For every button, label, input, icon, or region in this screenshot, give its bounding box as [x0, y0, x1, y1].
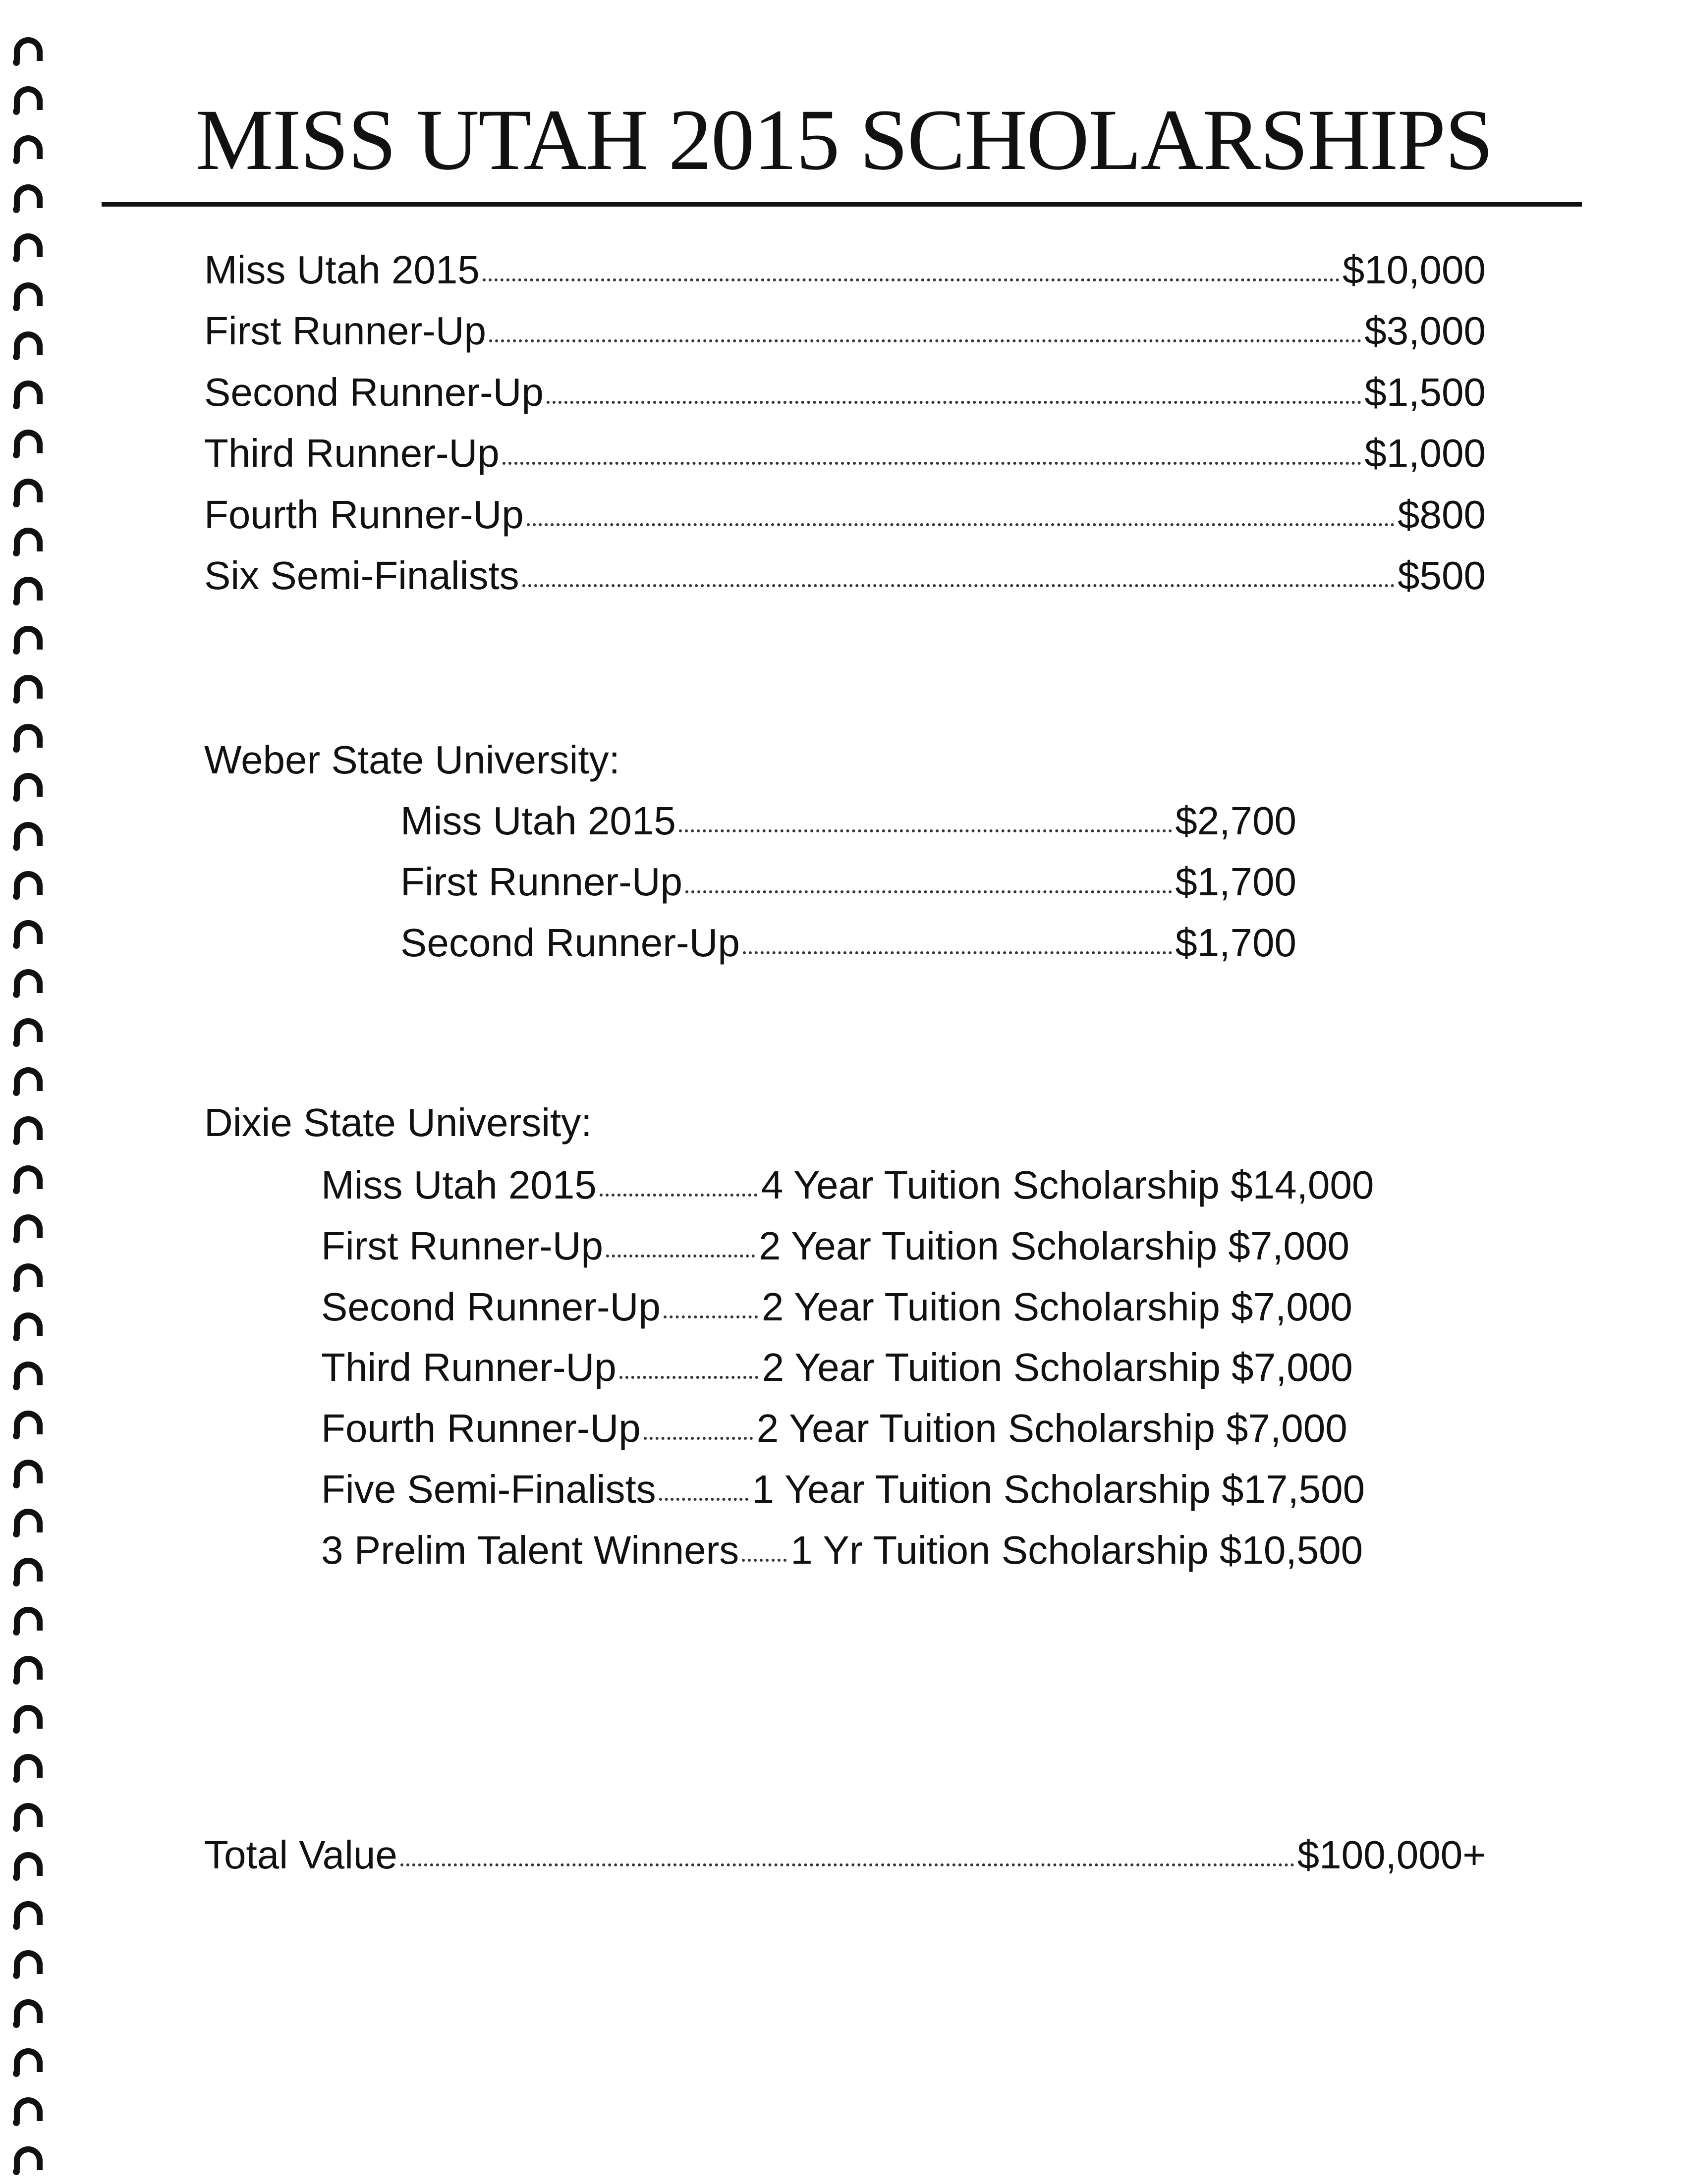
dot-leader — [679, 829, 1172, 832]
binding-ring — [14, 528, 43, 551]
award-label: 3 Prelim Talent Winners — [321, 1528, 739, 1572]
award-row — [204, 311, 1486, 351]
award-row — [204, 370, 1486, 414]
binding-ring — [14, 233, 43, 257]
binding-ring — [14, 1999, 43, 2023]
weber-heading: Weber State University: — [204, 738, 620, 782]
total-label: Total Value — [204, 1833, 397, 1877]
binding-ring — [14, 822, 43, 846]
dot-leader — [644, 1437, 753, 1440]
binding-ring — [14, 1263, 43, 1287]
title-underline — [102, 202, 1582, 207]
award-amount: $500 — [1398, 553, 1486, 598]
award-label: First Runner-Up — [400, 860, 683, 904]
binding-ring — [14, 1901, 43, 1925]
award-label: Fourth Runner-Up — [204, 492, 524, 537]
binding-ring — [14, 1214, 43, 1238]
award-label: Second Runner-Up — [204, 370, 544, 414]
award-amount: $2,700 — [1175, 799, 1296, 843]
dot-leader — [547, 401, 1361, 404]
award-label: Second Runner-Up — [321, 1285, 661, 1329]
dot-leader — [606, 1255, 755, 1257]
award-label: First Runner-Up — [204, 309, 487, 353]
binding-ring — [14, 1558, 43, 1582]
binding-ring — [14, 430, 43, 453]
award-amount: $1,000 — [1364, 431, 1486, 475]
binding-ring — [14, 1460, 43, 1483]
award-row — [204, 492, 1486, 537]
binding-ring — [14, 2097, 43, 2121]
dot-leader — [685, 890, 1172, 893]
binding-ring — [14, 626, 43, 650]
dixie-award-row — [321, 1287, 1352, 1327]
dot-leader — [489, 339, 1361, 342]
binding-ring — [14, 2048, 43, 2072]
award-label: Third Runner-Up — [321, 1345, 617, 1389]
award-amount: $1,700 — [1175, 921, 1296, 965]
binding-ring — [14, 1803, 43, 1827]
award-label: Fourth Runner-Up — [321, 1406, 641, 1450]
award-label: Miss Utah 2015 — [321, 1163, 597, 1207]
award-amount: $1,700 — [1175, 860, 1296, 904]
binding-ring — [14, 184, 43, 208]
award-amount: $3,000 — [1364, 309, 1486, 353]
dot-leader — [743, 951, 1172, 954]
binding-ring — [14, 135, 43, 159]
page-title: MISS UTAH 2015 SCHOLARSHIPS — [196, 92, 1493, 188]
award-label: Miss Utah 2015 — [204, 248, 480, 292]
dot-leader — [742, 1559, 786, 1562]
weber-award-row — [400, 801, 1296, 841]
dot-leader — [600, 1194, 757, 1197]
dixie-award-row — [321, 1226, 1349, 1266]
binding-ring — [14, 1116, 43, 1140]
binding-ring — [14, 2146, 43, 2170]
award-amount: $800 — [1398, 492, 1486, 537]
binding-ring — [14, 282, 43, 306]
award-row — [204, 250, 1486, 290]
binding-ring — [14, 675, 43, 699]
award-description: 2 Year Tuition Scholarship $7,000 — [759, 1224, 1350, 1268]
binding-ring — [14, 969, 43, 993]
binding-ring — [14, 37, 43, 61]
award-amount: $10,000 — [1342, 248, 1486, 292]
binding-ring — [14, 577, 43, 601]
award-description: 1 Year Tuition Scholarship $17,500 — [752, 1467, 1365, 1511]
dixie-award-row — [321, 1467, 1365, 1511]
total-amount: $100,000+ — [1297, 1833, 1486, 1877]
weber-award-row — [400, 923, 1296, 963]
award-description: 2 Year Tuition Scholarship $7,000 — [756, 1406, 1347, 1450]
dot-leader — [664, 1315, 758, 1318]
dixie-award-row — [321, 1530, 1363, 1570]
binding-ring — [14, 1950, 43, 1974]
binding-ring — [14, 86, 43, 110]
award-row — [204, 431, 1486, 475]
dot-leader — [527, 523, 1395, 526]
award-description: 1 Yr Tuition Scholarship $10,500 — [790, 1528, 1363, 1572]
binding-ring — [14, 871, 43, 895]
binding-ring — [14, 920, 43, 944]
binding-ring — [14, 1705, 43, 1729]
binding-ring — [14, 1509, 43, 1532]
award-label: Miss Utah 2015 — [400, 799, 676, 843]
award-label: Five Semi-Finalists — [321, 1467, 656, 1511]
award-description: 2 Year Tuition Scholarship $7,000 — [761, 1285, 1352, 1329]
binding-ring — [14, 479, 43, 502]
binding-ring — [14, 381, 43, 404]
award-label: Six Semi-Finalists — [204, 553, 519, 598]
binding-ring — [14, 1067, 43, 1091]
binding-ring — [14, 1165, 43, 1189]
dixie-award-row — [321, 1165, 1374, 1205]
dot-leader — [400, 1863, 1294, 1866]
binding-ring — [14, 1607, 43, 1631]
binding-ring — [14, 1411, 43, 1434]
total-row — [204, 1835, 1486, 1875]
award-label: First Runner-Up — [321, 1224, 604, 1268]
binding-ring — [14, 331, 43, 355]
binding-ring — [14, 773, 43, 797]
binding-ring — [14, 1754, 43, 1778]
dot-leader — [619, 1376, 758, 1379]
award-row — [204, 553, 1486, 598]
dot-leader — [503, 462, 1362, 465]
binding-ring — [14, 1018, 43, 1042]
award-label: Second Runner-Up — [400, 921, 740, 965]
binding-ring — [14, 724, 43, 748]
dixie-award-row — [321, 1406, 1347, 1450]
dixie-award-row — [321, 1345, 1353, 1389]
binding-ring — [14, 1362, 43, 1385]
dot-leader — [659, 1498, 748, 1501]
award-label: Third Runner-Up — [204, 431, 500, 475]
binding-ring — [14, 1852, 43, 1876]
award-amount: $1,500 — [1364, 370, 1486, 414]
award-description: 4 Year Tuition Scholarship $14,000 — [761, 1163, 1374, 1207]
binding-ring — [14, 1656, 43, 1680]
binding-ring — [14, 1312, 43, 1336]
dot-leader — [522, 584, 1395, 587]
weber-award-row — [400, 862, 1296, 902]
dot-leader — [483, 278, 1340, 281]
award-description: 2 Year Tuition Scholarship $7,000 — [762, 1345, 1353, 1389]
dixie-heading: Dixie State University: — [204, 1100, 592, 1145]
